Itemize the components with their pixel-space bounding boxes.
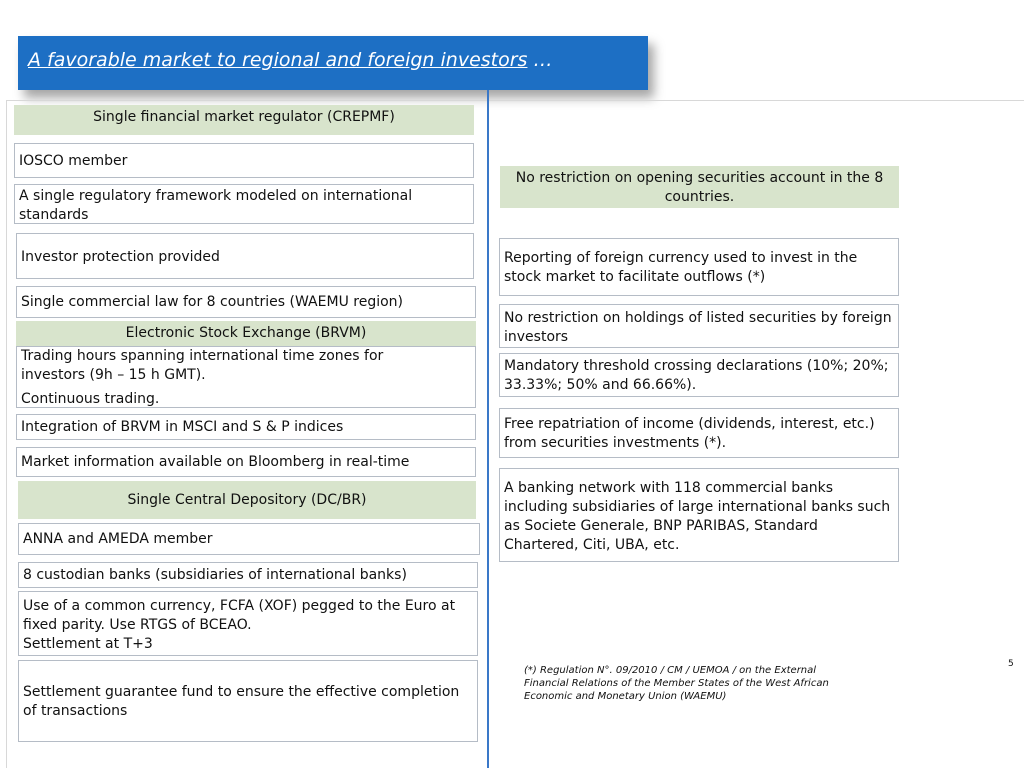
bloomberg-box: Market information available on Bloomberg in real-time <box>16 447 476 477</box>
repatriation-box: Free repatriation of income (dividends, interest, etc.) from securities investments (*). <box>499 408 899 458</box>
footnote: (*) Regulation N°. 09/2010 / CM / UEMOA / on the External Financial Relations of the Member States of the West African Economic and Monetary Union (WAEMU) <box>524 665 829 702</box>
trading-hours-text: Trading hours spanning international time zones for investors (9h – 15 h GMT). <box>21 348 384 383</box>
depository-header: Single Central Depository (DC/BR) <box>18 481 476 519</box>
banking-box: A banking network with 118 commercial banks including subsidiaries of large international banks such as Societe Generale, BNP PARIBAS, Standard Chartered, Citi, UBA, etc. <box>499 468 899 562</box>
reporting-box: Reporting of foreign currency used to invest in the stock market to facilitate outflows (*) <box>499 238 899 296</box>
top-divider <box>6 100 1024 101</box>
left-border <box>6 100 7 768</box>
no-restriction-accounts-box: No restriction on opening securities account in the 8 countries. <box>500 166 899 208</box>
commercial-law-box: Single commercial law for 8 countries (WAEMU region) <box>16 286 476 318</box>
holdings-box: No restriction on holdings of listed securities by foreign investors <box>499 304 899 348</box>
guarantee-box: Settlement guarantee fund to ensure the effective completion of transactions <box>18 660 478 742</box>
settlement-text: Settlement at T+3 <box>23 636 153 652</box>
slide-title-ellipsis: … <box>527 49 553 71</box>
msci-box: Integration of BRVM in MSCI and S & P indices <box>16 414 476 440</box>
framework-box: A single regulatory framework modeled on international standards <box>14 184 474 224</box>
protection-box: Investor protection provided <box>16 233 474 279</box>
custodian-box: 8 custodian banks (subsidiaries of international banks) <box>18 562 478 588</box>
trading-hours-box <box>16 346 476 408</box>
regulator-header: Single financial market regulator (CREPMF) <box>14 105 474 135</box>
iosco-box: IOSCO member <box>14 143 474 178</box>
slide-title <box>28 49 553 71</box>
title-bar <box>18 36 648 90</box>
slide-title-main: A favorable market to regional and foreign investors <box>28 49 528 71</box>
column-divider <box>487 90 489 768</box>
currency-text: Use of a common currency, FCFA (XOF) pegged to the Euro at fixed parity. Use RTGS of BCEAO. <box>23 598 456 633</box>
page-number: 5 <box>1008 659 1014 669</box>
exchange-header: Electronic Stock Exchange (BRVM) <box>16 321 476 346</box>
anna-box: ANNA and AMEDA member <box>18 523 480 555</box>
threshold-box: Mandatory threshold crossing declarations (10%; 20%; 33.33%; 50% and 66.66%). <box>499 353 899 397</box>
continuous-trading-text: Continuous trading. <box>21 391 160 407</box>
currency-box <box>18 591 478 656</box>
